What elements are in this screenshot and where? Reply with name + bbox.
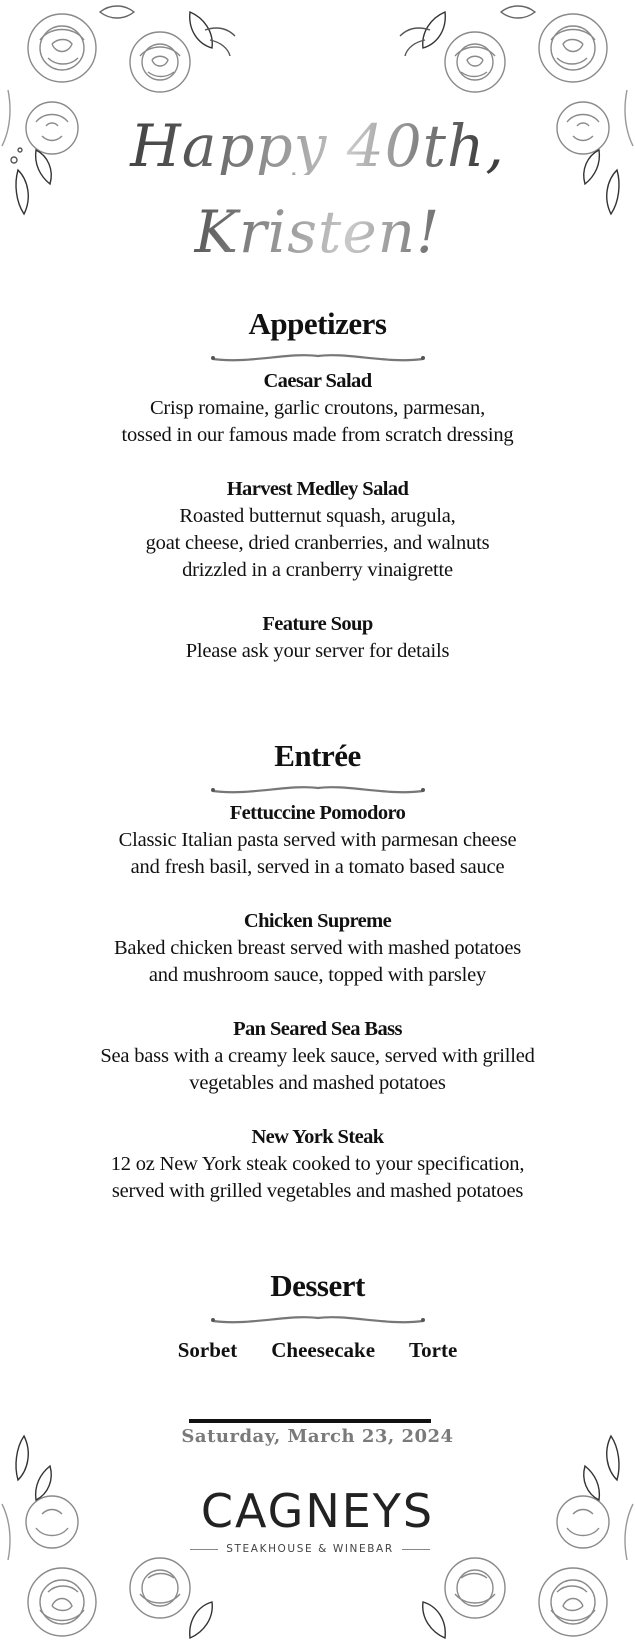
item-description: 12 oz New York steak cooked to your specification, served with grilled vegetables and mashed potatoes: [110, 1153, 525, 1202]
item-name: Chicken Supreme: [243, 910, 392, 932]
dessert-item: Torte: [409, 1338, 458, 1362]
dessert-list: [0, 1338, 635, 1363]
item-description: Roasted butternut squash, arugula, goat cheese, dried cranberries, and walnuts drizzled in a cranberry vinaigrette: [145, 505, 490, 581]
tagline-divider: [402, 1549, 430, 1550]
item-name: Harvest Medley Salad: [226, 478, 409, 500]
greeting-line-1: Happy 40th,: [0, 117, 635, 175]
event-date: Saturday, March 23, 2024: [181, 1426, 454, 1447]
menu-item: [0, 611, 635, 665]
swash-divider-icon: [209, 350, 427, 364]
menu-item: [0, 908, 635, 989]
menu-item: [0, 1124, 635, 1205]
section-title: Dessert: [270, 1268, 365, 1303]
item-description: Classic Italian pasta served with parmesan cheese and fresh basil, served in a tomato based sauce: [118, 829, 517, 878]
item-name: Fettuccine Pomodoro: [229, 802, 406, 824]
item-description: Crisp romaine, garlic croutons, parmesan, tossed in our famous made from scratch dressing: [121, 397, 514, 446]
item-name: New York Steak: [251, 1126, 384, 1148]
menu-item: [0, 1016, 635, 1097]
item-description: Baked chicken breast served with mashed potatoes and mushroom sauce, topped with parsley: [113, 937, 522, 986]
dessert-section: [0, 1270, 635, 1363]
item-description: Please ask your server for details: [185, 640, 450, 662]
section-title: Appetizers: [248, 306, 387, 341]
swash-divider-icon: [209, 1312, 427, 1326]
dessert-item: Cheesecake: [271, 1338, 376, 1362]
section-title: Entrée: [274, 738, 361, 773]
item-name: Feature Soup: [262, 613, 373, 635]
menu-item: [0, 800, 635, 881]
tagline-divider: [190, 1549, 218, 1550]
brand-logo: CAGNEYS: [200, 1484, 435, 1538]
appetizers-section: [0, 308, 635, 665]
greeting-line-2: Kristen!: [0, 203, 635, 261]
menu-item: [0, 476, 635, 584]
brand-tagline: STEAKHOUSE & WINEBAR: [226, 1543, 394, 1555]
swash-divider-icon: [209, 782, 427, 796]
dessert-item: Sorbet: [177, 1338, 238, 1362]
item-name: Pan Seared Sea Bass: [233, 1018, 402, 1040]
entree-section: [0, 740, 635, 1205]
item-name: Caesar Salad: [263, 370, 372, 392]
footer-rule: [189, 1419, 431, 1423]
item-description: Sea bass with a creamy leek sauce, served with grilled vegetables and mashed potatoes: [100, 1045, 535, 1094]
brand-tagline-row: [190, 1543, 430, 1555]
menu-item: [0, 368, 635, 449]
